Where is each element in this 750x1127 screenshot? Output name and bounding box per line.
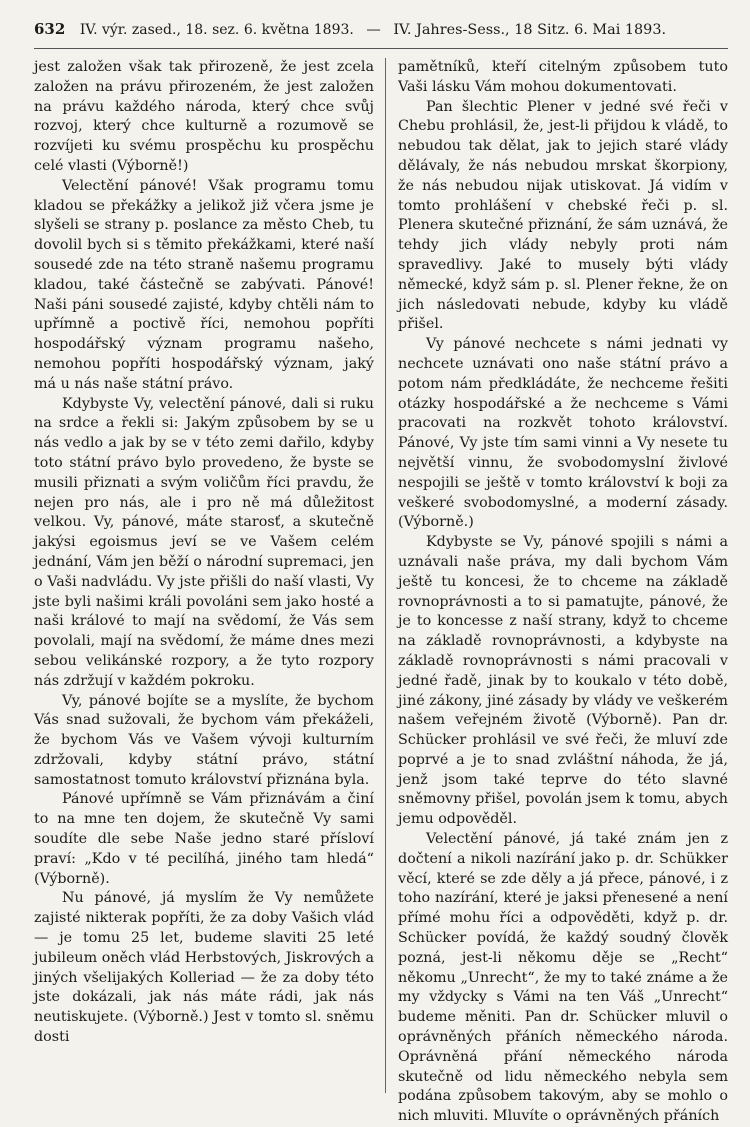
column-divider	[385, 58, 386, 1093]
header-separator: —	[366, 22, 381, 38]
header-rule	[34, 48, 728, 49]
left-paragraph: Velectění pánové! Však programu tomu kladou se překážky a jelikož již včera jsme je slyšeli se strany p. poslance za město Cheb, tu dovolil bych si s těmito překážkami, které naší sousedé zde na této straně našemu programu kladou, také částečně se zabývati. Pánové! Naši páni sousedé zajisté, kdyby chtěli nám to upřímně a poctivě říci, nemohou popříti hospodářský význam programu našeho, nemohou popříti hospodářský význam, jaký má u nás naše státní právo.	[34, 177, 374, 392]
header-german: IV. Jahres-Sess., 18 Sitz. 6. Mai 1893.	[393, 22, 667, 38]
left-paragraph: Vy, pánové bojíte se a myslíte, že bychom Vás snad sužovali, že bychom vám překáželi, že bychom Vás ve Vašem vývoji kulturním zdržovali, kdyby státní právo, státní samostatnost tomuto království přiznána byla.	[34, 692, 374, 788]
page-number: 632	[34, 20, 66, 38]
right-column	[398, 58, 728, 1125]
left-paragraph: Nu pánové, já myslím že Vy nemůžete zajisté nikterak popříti, že za doby Vašich vlád — je tomu 25 let, budeme slaviti 25 leté jubileum oněch vlád Herbstových, Jiskrových a jiných všelijakých Kolleriad — že za doby této jste dokázali, jak nás máte rádi, jak nás neutiskujete. (Výborně.) Jest v tomto sl. sněmu dosti	[34, 890, 374, 1046]
left-paragraph: Kdybyste Vy, velectění pánové, dali si ruku na srdce a řekli si: Jakým způsobem by se u nás vedlo a jak by se v této zemi dařilo, kdyby toto státní právo bylo provedeno, že byste se musili přiznati a svým voličům říci pravdu, že nejen pro nás, ale i pro ně má důležitost velkou. Vy, pánové, máte starosť, a skutečně jakýsi egoismus jeví se ve Vašem celém jednání, Vám jen běží o národní supremaci, jen o Vaši nadvládu. Vy jste přišli do naší vlasti, Vy jste byli našimi králi povoláni sem jako hosté a naši králové to mají na svědomí, že Vás sem povolali, mají na svědomí, že máme dnes mezi sebou velikánské rozpory, a že tyto rozpory nás zdržují v každém pokroku.	[34, 395, 374, 689]
left-paragraph: jest založen však tak přirozeně, že jest zcela založen na právu přirozeném, že jest založen na právu každého národa, který chce svůj rozvoj, který chce kulturně a rozumově se rozvíjeti ku svému prospěchu ku prospěchu celé vlasti (Výborně!)	[34, 59, 374, 174]
right-paragraph: pamětníků, kteří citelným způsobem tuto Vaši lásku Vám mohou dokumentovati.	[398, 59, 728, 95]
header-czech: IV. výr. zased., 18. sez. 6. května 1893.	[79, 22, 354, 38]
right-paragraph: Kdybyste se Vy, pánové spojili s námi a uznávali naše práva, my dali bychom Vám ještě tu koncesi, že to chceme na základě rovnoprávnosti a to si pamatujte, pánové, že je to koncesse z naší strany, když to chceme na základě rovnoprávnosti, a kdybyste na základě rovnoprávnosti s námi pracovali v jedné řadě, jinak by to koukalo v této době, jiné zákony, jiné zásady by vlády ve veškerém našem veřejném životě (Výborně). Pan dr. Schücker prohlásil ve své řeči, že mluví zde poprvé a je to snad zvláštní náhoda, že já, jenž jsom také teprve do této slavné sněmovny přišel, povolán jsem k tomu, abych jemu odpověděl.	[398, 534, 728, 828]
left-paragraph: Pánové upřímně se Vám přiznávám a činí to na mne ten dojem, že skutečně Vy sami soudíte dle sebe Naše jedno staré přísloví praví: „Kdo v té pecilíhá, jiného tam hledá“ (Výborně).	[34, 791, 374, 887]
left-column	[34, 58, 374, 1103]
page-header	[34, 20, 724, 48]
right-paragraph: Vy pánové nechcete s námi jednati vy nechcete uznávati ono naše státní právo a potom nám předkládáte, že nechceme řešiti otázky hospodářské a že nechceme s Vámi pracovati na rozkvět tohoto království. Pánové, Vy jste tím sami vinni a Vy nesete tu největší vinnu, že svobodomyslní živlové nespojili se ještě v tomto království k boji za veškeré svobodomyslné, a moderní zásady. (Výborně.)	[398, 336, 728, 531]
right-paragraph: Velectění pánové, já také znám jen z dočtení a nikoli nazírání jako p. dr. Schükker věcí, které se zde děly a já přece, pánové, i z toho nazírání, které je jaksi přenesené a není přímé mohu říci a odpověděti, když p. dr. Schücker povídá, že každý soudný člověk pozná, jest-li někomu děje se „Recht“ někomu „Unrecht“, že my to také známe a že my vždycky s Vámi na ten Váš „Unrecht“ budeme měniti. Pan dr. Schücker mluvil o oprávněných přáních německého národa. Oprávněná přání německého národa skutečně od lidu německého nebyla sem podána způsobem takovým, aby se mohlo o nich mluviti. Mluvíte o oprávněných přáních	[398, 831, 728, 1125]
right-paragraph: Pan šlechtic Plener v jedné své řeči v Chebu prohlásil, že, jest-li přijdou k vládě, to nebudou tak dělat, jak to jejich staré vlády dělávaly, že nás nebudou mrskat škorpiony, že nás nebudou nijak utiskovat. Já vidím v tomto prohlášení v chebské řeči p. sl. Plenera skutečné přiznání, že sám uznává, že tehdy jich vlády nebyly proti nám spravedlivy. Jaké to musely býti vlády německé, když sám p. sl. Plener řekne, že on jich následovati nebude, kdyby ku vládě přišel.	[398, 98, 728, 333]
